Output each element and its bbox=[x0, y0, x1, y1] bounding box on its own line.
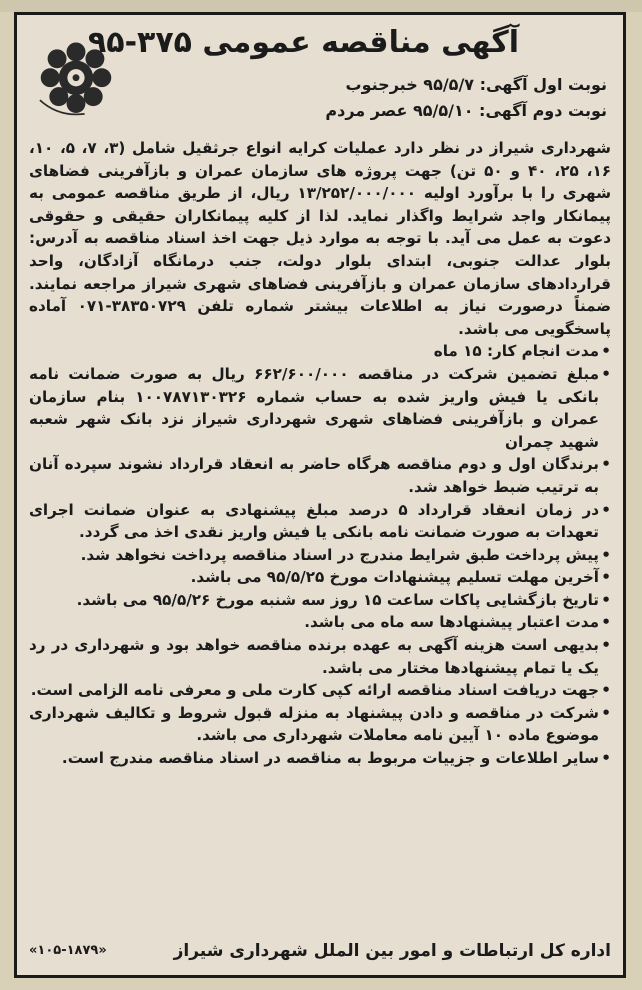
top-strip bbox=[0, 0, 642, 12]
notice-title: آگهی مناقصه عمومی ۳۷۵-۹۵ bbox=[87, 25, 519, 60]
notice-intro: شهرداری شیراز در نظر دارد عملیات کرایه انواع جرثقیل شامل (۳، ۷، ۵، ۱۰، ۱۶، ۲۵، ۴۰ و ۵۰ تن) جهت پروژه های سازمان عمران و بازآفرینی فضاهای شهری را با برآورد اولیه ۱۳/۲۵۲/۰۰۰/۰۰۰ ریال، از طریق مناقصه عمومی به پیمانکار واجد شرایط واگذار نماید. لذا از کلیه پیمانکاران حقیقی و حقوقی دعوت به عمل می آید. با توجه به موارد ذیل جهت اخذ اسناد مناقصه به آدرس: بلوار عدالت جنوبی، ابتدای بلوار دولت، جنب درمانگاه آزادگان، واحد قراردادهای سازمان عمران و بازآفرینی فضاهای شهری شیراز مراجعه نمایند. ضمناً درصورت نیاز به اطلاعات بیشتر شماره تلفن ۳۸۳۵۰۷۲۹-۰۷۱ آماده پاسخگویی می باشد. bbox=[29, 139, 612, 338]
notice-code: «۱۰۵-۱۸۷۹» bbox=[29, 943, 107, 958]
condition-item: • مدت اعتبار پیشنهادها سه ماه می باشد. bbox=[29, 611, 611, 634]
condition-item: • مدت انجام کار: ۱۵ ماه bbox=[29, 340, 611, 363]
signature: اداره کل ارتباطات و امور بین الملل شهرداری شیراز bbox=[173, 941, 611, 961]
condition-item: • تاریخ بازگشایی پاکات ساعت ۱۵ روز سه شنبه مورخ ۹۵/۵/۲۶ می باشد. bbox=[29, 589, 611, 612]
condition-item: • پیش پرداخت طبق شرایط مندرج در اسناد مناقصه پرداخت نخواهد شد. bbox=[29, 544, 611, 567]
conditions-list bbox=[29, 340, 611, 769]
condition-item: • بدیهی است هزینه آگهی به عهده برنده مناقصه خواهد بود و شهرداری در رد یک یا تمام پیشنهادها مختار می باشد. bbox=[29, 634, 611, 679]
condition-item: • سایر اطلاعات و جزییات مربوط به مناقصه در اسناد مناقصه مندرج است. bbox=[29, 747, 611, 770]
condition-item: • مبلغ تضمین شرکت در مناقصه ۶۶۲/۶۰۰/۰۰۰ ریال به صورت ضمانت نامه بانکی یا فیش واریز شده به حساب شماره ۱۰۰۷۸۷۱۳۰۳۲۶ بنام سازمان عمران و بازآفرینی فضاهای شهری شهرداری شیراز نزد بانک شهر شعبه شهید چمران bbox=[29, 363, 611, 453]
notice-frame bbox=[14, 12, 626, 978]
second-publication: نوبت دوم آگهی: ۹۵/۵/۱۰ عصر مردم bbox=[325, 101, 607, 120]
condition-item: • برندگان اول و دوم مناقصه هرگاه حاضر به انعقاد قرارداد نشوند سپرده آنان به ترتیب ضبط خواهد شد. bbox=[29, 453, 611, 498]
notice-header bbox=[29, 23, 611, 135]
condition-item: • جهت دریافت اسناد مناقصه ارائه کپی کارت ملی و معرفی نامه الزامی است. bbox=[29, 679, 611, 702]
condition-item: • آخرین مهلت تسلیم پیشنهادات مورخ ۹۵/۵/۲۵ می باشد. bbox=[29, 566, 611, 589]
first-publication: نوبت اول آگهی: ۹۵/۵/۷ خبرجنوب bbox=[345, 75, 607, 94]
notice-footer bbox=[29, 941, 611, 967]
condition-item: • در زمان انعقاد قرارداد ۵ درصد مبلغ پیشنهادی به عنوان ضمانت اجرای تعهدات به صورت ضمانت نامه بانکی یا فیش واریز نقدی اخذ می گردد. bbox=[29, 499, 611, 544]
condition-item: • شرکت در مناقصه و دادن پیشنهاد به منزله قبول شروط و تکالیف شهرداری موضوع ماده ۱۰ آیین نامه معاملات شهرداری می باشد. bbox=[29, 702, 611, 747]
